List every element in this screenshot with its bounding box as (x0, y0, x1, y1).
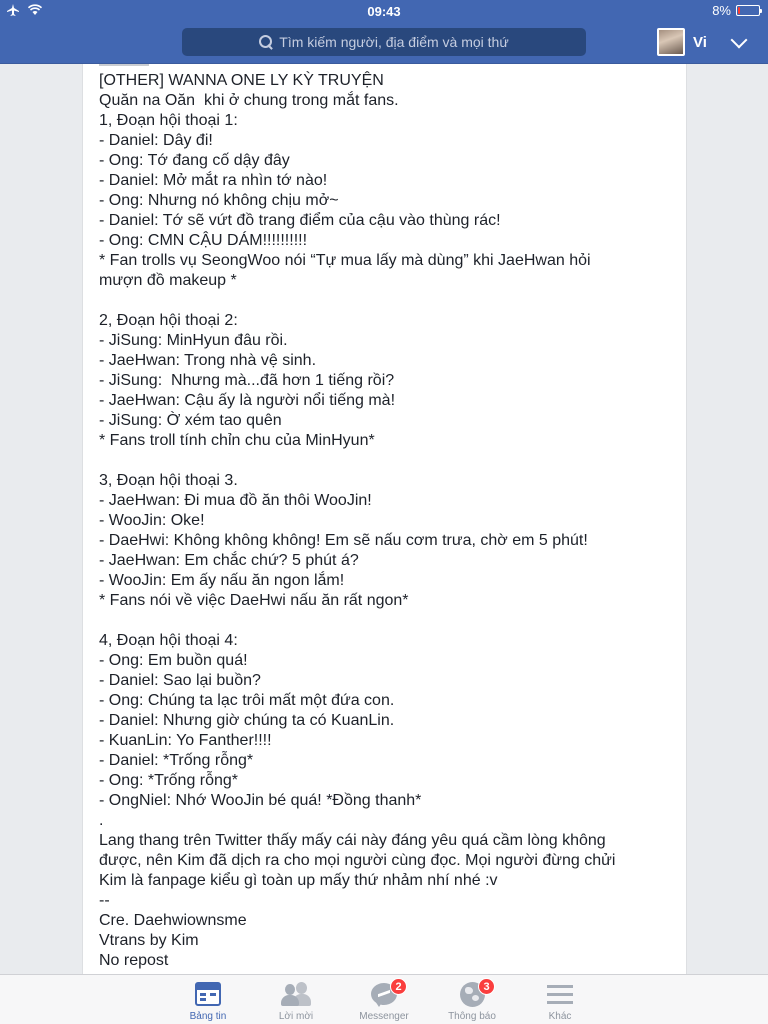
post-line: * Fans nói về việc DaeHwi nấu ăn rất ngon* (99, 592, 409, 609)
post-line: - Ong: Tớ đang cố dậy đây (99, 152, 290, 169)
tab-icon-wrap (457, 980, 490, 1010)
newsfeed-icon (195, 982, 221, 1006)
bottom-tab-bar (0, 974, 768, 1024)
post-line (99, 291, 679, 311)
post-line: - Daniel: *Trống rỗng* (99, 752, 254, 769)
battery-icon (736, 5, 760, 16)
post-line: mượn đồ makeup * (99, 272, 237, 289)
post-line: - JaeHwan: Đi mua đồ ăn thôi WooJin! (99, 492, 372, 509)
tab-more[interactable] (516, 975, 604, 1024)
tab-notifications[interactable] (428, 975, 516, 1024)
tab-label: Thông báo (448, 1011, 496, 1022)
post-line: - Ong: Chúng ta lạc trôi mất một đứa con. (99, 692, 395, 709)
post-line: - WooJin: Em ấy nấu ăn ngon lắm! (99, 572, 345, 589)
tab-label: Messenger (359, 1011, 409, 1022)
tab-label: Lời mời (278, 1011, 314, 1022)
post-line: [OTHER] WANNA ONE LY KỲ TRUYỆN (99, 72, 384, 89)
post-line: - Ong: CMN CẬU DÁM!!!!!!!!!! (99, 232, 308, 249)
post-divider (99, 64, 149, 66)
notifications-badge: 3 (478, 978, 495, 995)
post-line: - Ong: *Trống rỗng* (99, 772, 239, 789)
post-line (99, 451, 679, 471)
search-input[interactable] (182, 28, 586, 56)
post-line: Quăn na Oăn khi ở chung trong mắt fans. (99, 92, 399, 109)
post-line: - JaeHwan: Cậu ấy là người nổi tiếng mà! (99, 392, 396, 409)
post-line: - Ong: Nhưng nó không chịu mở~ (99, 192, 339, 209)
post-line: Kim là fanpage kiểu gì toàn up mấy thứ nhảm nhí nhé :v (99, 872, 498, 889)
post-line: * Fan trolls vụ SeongWoo nói “Tự mua lấy mà dùng” khi JaeHwan hỏi (99, 252, 591, 269)
post-line: 1, Đoạn hội thoại 1: (99, 112, 238, 129)
tab-icon-wrap (369, 980, 402, 1010)
post-line: - Daniel: Tớ sẽ vứt đồ trang điểm của cậu vào thùng rác! (99, 212, 501, 229)
post-line: - JaeHwan: Em chắc chứ? 5 phút á? (99, 552, 359, 569)
post-line: - JiSung: Nhưng mà...đã hơn 1 tiếng rồi? (99, 372, 395, 389)
post-line: Cre. Daehwiownsme (99, 912, 247, 929)
chevron-down-icon[interactable] (731, 32, 748, 49)
battery-fill (738, 7, 740, 14)
profile-shortcut[interactable] (657, 28, 707, 56)
post-line: - JiSung: Ờ xém tao quên (99, 412, 282, 429)
post-line (99, 611, 679, 631)
tab-messenger[interactable] (340, 975, 428, 1024)
status-right (712, 3, 760, 18)
post-line: - JaeHwan: Trong nhà vệ sinh. (99, 352, 317, 369)
post-line: 2, Đoạn hội thoại 2: (99, 312, 238, 329)
tab-friend-requests[interactable] (252, 975, 340, 1024)
post-line: . (99, 812, 104, 829)
post-line: - JiSung: MinHyun đâu rồi. (99, 332, 288, 349)
search-icon (259, 35, 273, 49)
post-line: - Daniel: Dây đi! (99, 132, 213, 149)
post-line: -- (99, 892, 110, 909)
post-line: Lang thang trên Twitter thấy mấy cái này đáng yêu quá cầm lòng không (99, 832, 606, 849)
battery-percent: 8% (712, 3, 731, 18)
status-bar (0, 0, 768, 22)
post-line: Vtrans by Kim (99, 932, 199, 949)
post-line: - OngNiel: Nhớ WooJin bé quá! *Đồng thanh* (99, 792, 422, 809)
post-line: No repost (99, 952, 169, 969)
avatar[interactable] (657, 28, 685, 56)
post-line: * Fans troll tính chỉn chu của MinHyun* (99, 432, 375, 449)
post-line: 4, Đoạn hội thoại 4: (99, 632, 238, 649)
search-placeholder: Tìm kiếm người, địa điểm và mọi thứ (279, 34, 509, 50)
friends-icon (281, 982, 311, 1008)
post-line: 3, Đoạn hội thoại 3. (99, 472, 238, 489)
post-line: - Ong: Em buồn quá! (99, 652, 248, 669)
post-line: - DaeHwi: Không không không! Em sẽ nấu cơm trưa, chờ em 5 phút! (99, 532, 588, 549)
post-line: được, nên Kim đã dịch ra cho mọi người cùng đọc. Mọi người đừng chửi (99, 852, 616, 869)
top-navigation-bar (0, 0, 768, 64)
tab-icon-wrap (281, 980, 311, 1010)
tab-icon-wrap (545, 980, 575, 1010)
tab-label: Bảng tin (189, 1011, 227, 1022)
post-card (82, 64, 687, 974)
post-body (99, 71, 679, 971)
post-line: - WooJin: Oke! (99, 512, 205, 529)
status-time: 09:43 (367, 4, 401, 19)
menu-icon (547, 985, 573, 988)
post-line: - Daniel: Sao lại buồn? (99, 672, 261, 689)
tab-label: Khác (548, 1011, 572, 1022)
tab-icon-wrap (193, 980, 223, 1010)
post-line: - Daniel: Nhưng giờ chúng ta có KuanLin. (99, 712, 395, 729)
tab-news-feed[interactable] (164, 975, 252, 1024)
post-line: - Daniel: Mở mắt ra nhìn tớ nào! (99, 172, 328, 189)
messenger-badge: 2 (390, 978, 407, 995)
post-line: - KuanLin: Yo Fanther!!!! (99, 732, 272, 749)
user-name[interactable]: Vi (693, 33, 707, 51)
